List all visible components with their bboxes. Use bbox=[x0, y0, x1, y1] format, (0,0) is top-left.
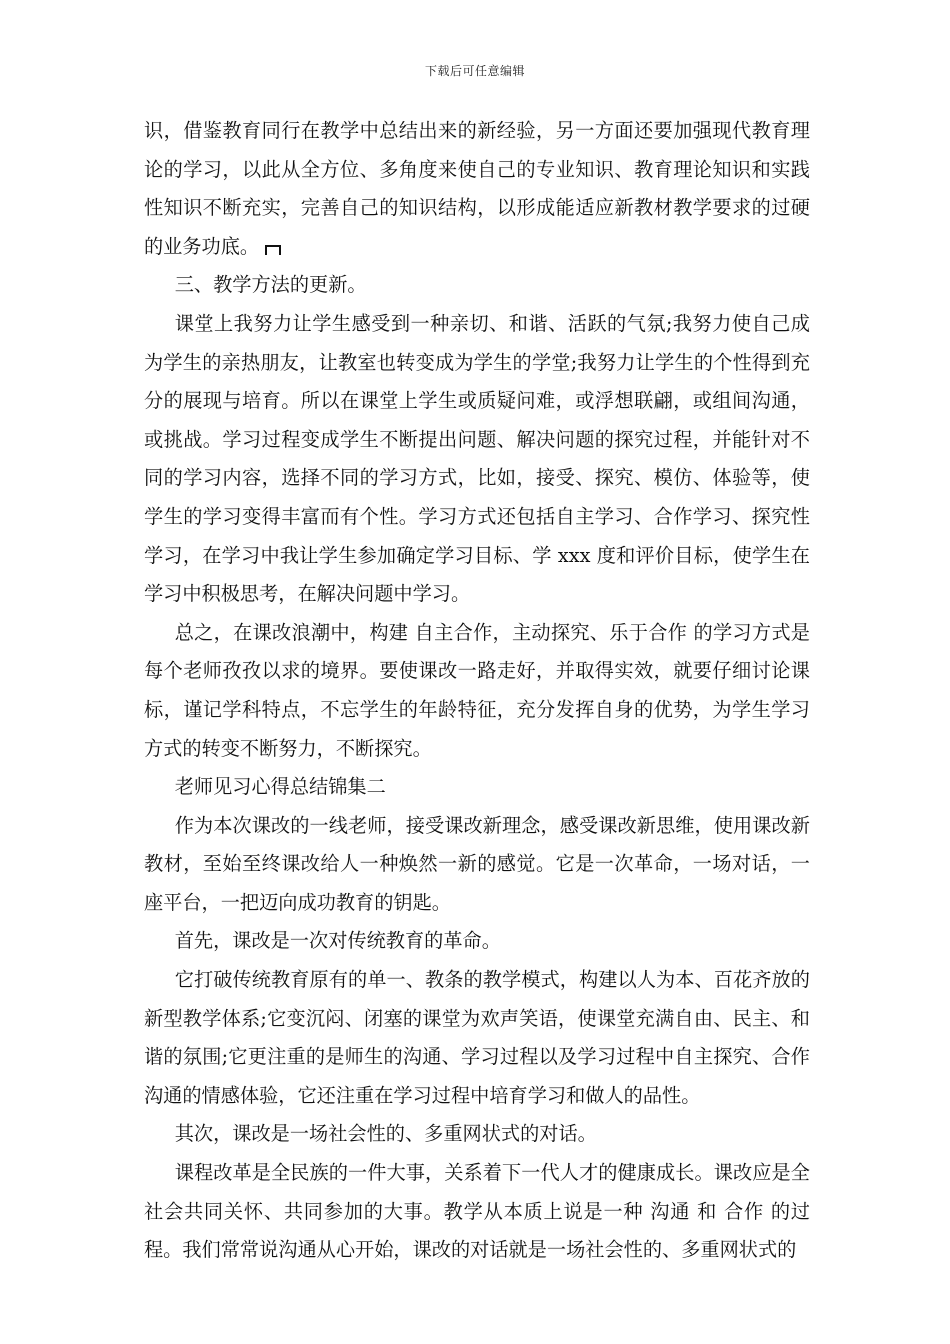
paragraph-text: 识，借鉴教育同行在教学中总结出来的新经验，另一方面还要加强现代教育理论的学习，以此从全方位、多角度来使自己的专业知识、教育理论知识和实践性知识不断充实，完善自己的知识结构，以形成能适应新教材教学要求的过硬的业务功底。 bbox=[144, 119, 810, 258]
paragraph-continuation bbox=[144, 112, 810, 266]
section-heading-second: 其次，课改是一场社会性的、多重网状式的对话。 bbox=[174, 1122, 597, 1146]
page-header: 下载后可任意编辑 bbox=[424, 64, 525, 78]
bracket-mark-icon bbox=[265, 245, 281, 255]
paragraph-summary: 总之，在课改浪潮中，构建 自主合作，主动探究、乐于合作 的学习方式是每个老师孜孜以求的境界。要使课改一路走好，并取得实效，就要仔细讨论课标，谨记学科特点，不忘学生的年龄特征，充分发挥自身的优势，为学生学习方式的转变不断努力，不断探究。 bbox=[144, 620, 810, 760]
section-heading-teaching-methods: 三、教学方法的更新。 bbox=[174, 273, 367, 297]
section-heading-collection-two: 老师见习心得总结锦集二 bbox=[174, 775, 386, 799]
paragraph-dialogue: 课程改革是全民族的一件大事，关系着下一代人才的健康成长。课改应是全社会共同关怀、共同参加的大事。教学从本质上说是一种 沟通 和 合作 的过程。我们常常说沟通从心开始，课改的对话就是一场社会性的、多重网状式的 bbox=[144, 1161, 810, 1262]
paragraph-classroom: 课堂上我努力让学生感受到一种亲切、和谐、活跃的气氛;我努力使自己成为学生的亲热朋友，让教室也转变成为学生的学堂;我努力让学生的个性得到充分的展现与培育。所以在课堂上学生或质疑问难，或浮想联翩，或组间沟通，或挑战。学习过程变成学生不断提出问题、解决问题的探究过程，并能针对不同的学习内容，选择不同的学习方式，比如，接受、探究、模仿、体验等，使学生的学习变得丰富而有个性。学习方式还包括自主学习、合作学习、探究性学习，在学习中我让学生参加确定学习目标、学 xxx 度和评价目标，使学生在学习中积极思考，在解决问题中学习。 bbox=[144, 311, 810, 606]
paragraph-revolution: 它打破传统教育原有的单一、教条的教学模式，构建以人为本、百花齐放的新型教学体系;它变沉闷、闭塞的课堂为欢声笑语，使课堂充满自由、民主、和谐的氛围;它更注重的是师生的沟通、学习过程以及学习过程中自主探究、合作沟通的情感体验，它还注重在学习过程中培育学习和做人的品性。 bbox=[144, 968, 810, 1107]
paragraph-intro: 作为本次课改的一线老师，接受课改新理念，感受课改新思维，使用课改新教材，至始至终课改给人一种焕然一新的感觉。它是一次革命，一场对话，一座平台，一把迈向成功教育的钥匙。 bbox=[144, 813, 810, 914]
section-heading-first: 首先，课改是一次对传统教育的革命。 bbox=[174, 929, 501, 953]
document-body bbox=[144, 112, 810, 1270]
